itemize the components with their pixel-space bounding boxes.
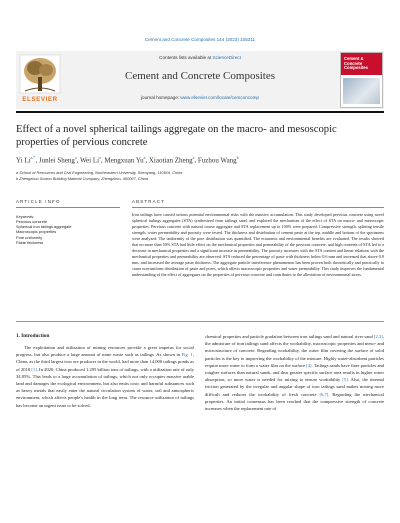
contents-prefix: Contents lists available at: [159, 55, 213, 60]
publisher-name[interactable]: ELSEVIER: [22, 96, 58, 103]
author-name[interactable]: Fuzhou Wang: [197, 156, 237, 165]
author-affil-marker[interactable]: a,*: [30, 155, 36, 160]
sciencedirect-link[interactable]: ScienceDirect: [212, 55, 241, 60]
intro-paragraph: The exploitation and utilization of mining resources provide a great impetus for social progress, but also produce a large amount of mine waste such as tailings. As shown in Fig. 1, China, as the third largest iron ore producer in the world, had more than 14,000 tailings ponds as of 2018 [1]. In 2020, China produced 1.295 billion tons of tailings, with a utilization rate of only 34.05%. This leads to a large accumulation of tailings, which not only occupies massive arable land and damages the ecological environment, but also emits toxic and harmful substances such as heavy metals that easily enter the natural circulation system of water, soil and atmospheric environment, which affects people's health in the long term. The resource utilization of tailings has become an urgent issue to be solved.: [16, 345, 194, 408]
citation-link[interactable]: [5]: [342, 377, 348, 383]
author-affil-marker[interactable]: a: [192, 155, 195, 160]
journal-name: Cement and Concrete Composites: [125, 70, 275, 82]
author-name[interactable]: Wei Li: [80, 156, 100, 165]
author-affil-marker[interactable]: b: [236, 155, 239, 160]
intro-right-column: [205, 333, 384, 412]
author-name[interactable]: Mengxuan Yu: [104, 156, 144, 165]
introduction-heading: 1. Introduction: [16, 333, 50, 339]
header-rule: [16, 111, 384, 113]
keyword: Pervious concrete: [16, 219, 48, 224]
author-list: Yi $Li^{a,*}$, Junlei Sheng$^a$, Wei Li$^a$, Mengxuan Yu$^a$, Xiaotian Zheng$^a$, Fuzhou Wang$^b$: [16, 155, 239, 165]
journal-reference[interactable]: Cement and Concrete Composites 144 (2023) 105311: [144, 37, 256, 42]
abstract-header: ABSTRACT: [132, 199, 166, 204]
keyword: Paste thickness: [16, 239, 44, 245]
keywords-list: [16, 219, 116, 245]
article-info-header: ARTICLE INFO: [16, 199, 61, 204]
keyword: Macroscopic properties: [16, 229, 57, 235]
citation-link[interactable]: [6,7]: [319, 391, 329, 397]
cover-title: Cement & Concrete Composites: [344, 56, 368, 71]
abstract-rule: [132, 207, 384, 208]
article-info-rule: [16, 207, 120, 208]
affiliation: a School of Resources and Civil Engineering, Northeastern University, Shenyang, 110819, China: [16, 170, 183, 175]
author-name[interactable]: Junlei Sheng: [38, 156, 75, 165]
abstract-text: Iron tailings have caused serious potential environmental risks with the massive accumulation. This study developed pervious concrete using novel spherical tailings aggregates (STA) synthesized from tailings sand, and explored the mechanism of the effect of STA on macro- and mesoscopic properties. Pervious concrete with natural coarse aggregate and STA replacement up to 100% were prepared. Compressive strength, splitting tensile strength, water permeability and porosity were tested. The thickness and distribution of cement paste at the top, middle and bottom of the specimens were analyzed. The uniformity of the pore distribution was quantified. The economic and environmental benefits are evaluated. The results showed that no more than 50% STA had little effect on the mechanical properties and permeability of the pervious concrete, and high contents of STA led to a decrease in mechanical properties and a significant increase in permeability. The porosity increases with the STA content and linear relations with the mechanical properties and permeability are observed. STA reduced the percentage of paste with thickness below 0.6 mm and increased that above 0.9 mm, and increased the average paste thickness. The aggregate particle interference phenomenon has been proven both theoretically and practically to cause non-uniform distribution of paste and pores, which affects macroscopic properties and water permeability. This study improves the fundamental understanding of the effect of aggregates on the properties of pervious concrete and contributes to the alleviation of environmental stress.: [132, 212, 384, 278]
keyword: Spherical iron tailings aggregate: [16, 224, 72, 230]
author-affil-marker[interactable]: a: [143, 155, 146, 160]
journal-cover-thumbnail[interactable]: [340, 52, 383, 108]
citation-link[interactable]: [1]: [31, 366, 37, 372]
abstract-bottom-rule: [16, 321, 384, 322]
citation-link[interactable]: [2,3]: [374, 334, 383, 339]
homepage-prefix: journal homepage:: [141, 95, 181, 100]
intro-left-column: [16, 344, 194, 409]
figure-link[interactable]: Fig. 1: [181, 352, 193, 358]
author-name[interactable]: Yi Li: [16, 156, 31, 165]
author-affil-marker[interactable]: a: [74, 155, 77, 160]
cover-image: [343, 78, 380, 104]
intro-paragraph: chemical properties and particle gradation between iron tailings sand and natural river sand [2,3], the admixture of iron tailings sand affects the workability, macroscopic properties and meso- and microstructure of concrete. Regarding workability, the water film covering the surface of solid particles is the key to improving the workability of the mixture. Highly water-absorbent particles require more water to form a water film on the surface [4]. Tailings sands have finer particles and rougher surfaces than natural sands, and thus greater specific surface area results in higher water absorption, so more water is needed for mixing to ensure workability [5]. Also, the internal friction generated by the irregular and angular shape of iron tailings sand makes mixing more difficult and reduces the workability of fresh concrete [6,7]. Regarding the mechanical properties. An initial consensus has been reached that the compressive strength of concrete increases when the replacement rate of: [205, 334, 384, 412]
affiliation: b Zhengzhou Sciaoo Building Material Company, Zhengzhou, 450007, China: [16, 176, 149, 181]
keyword: Pore uniformity: [16, 234, 43, 240]
citation-link[interactable]: [4]: [306, 362, 312, 368]
article-title: Effect of a novel spherical tailings aggregate on the macro- and mesoscopic properties of pervious concrete: [16, 124, 337, 148]
author-affil-marker[interactable]: a: [99, 155, 101, 160]
author-name[interactable]: Xiaotian Zheng: [148, 156, 193, 165]
keywords-label: Keywords:: [16, 214, 35, 219]
homepage-link[interactable]: www.elsevier.com/locate/cemconcomp: [180, 95, 259, 100]
